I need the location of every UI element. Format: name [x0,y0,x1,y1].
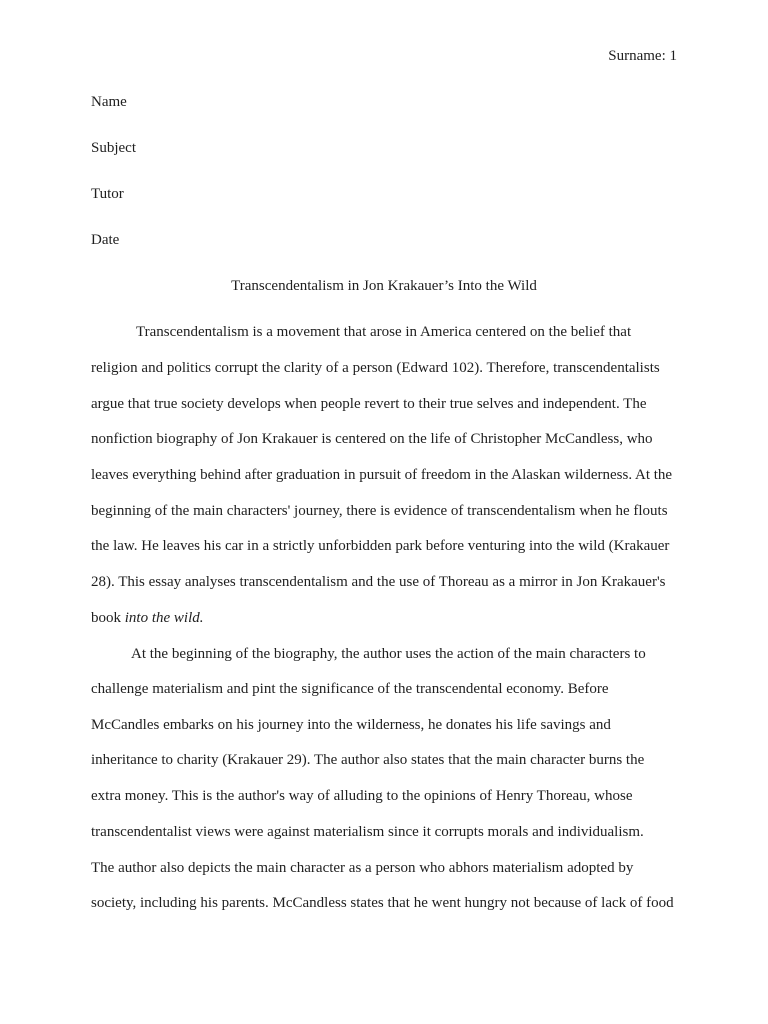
paragraph-1-line-7: the law. He leaves his car in a strictly unforbidden park before venturing into the wild (Krakauer [91,538,670,554]
paragraph-1-line-9 [91,608,204,628]
paragraph-2-line-5: extra money. This is the author's way of alluding to the opinions of Henry Thoreau, whose [91,788,633,804]
meta-date: Date [91,232,120,248]
paragraph-1-line-8: 28). This essay analyses transcendentalism and the use of Thoreau as a mirror in Jon Krakauer's [91,574,666,590]
paragraph-1-line-5: leaves everything behind after graduation in pursuit of freedom in the Alaskan wilderness. At the [91,467,673,483]
paragraph-2-line-6: transcendentalist views were against materialism since it corrupts morals and individualism. [91,824,644,840]
paragraph-1-line-3: argue that true society develops when people revert to their true selves and independent. The [91,396,647,412]
meta-tutor: Tutor [91,186,124,202]
paragraph-2-line-8: society, including his parents. McCandless states that he went hungry not because of lack of food [91,895,674,911]
paragraph-1-line-6: beginning of the main characters' journey, there is evidence of transcendentalism when he flouts [91,503,668,519]
paragraph-1-line-4: nonfiction biography of Jon Krakauer is centered on the life of Christopher McCandless, who [91,431,653,447]
paragraph-2-line-2: challenge materialism and pint the significance of the transcendental economy. Before [91,681,609,697]
paragraph-2-line-3: McCandles embarks on his journey into the wilderness, he donates his life savings and [91,717,611,733]
paragraph-1-line-9-text: book [91,610,125,626]
running-head: Surname: 1 [608,48,677,64]
paragraph-2-line-1: At the beginning of the biography, the author uses the action of the main characters to [131,646,646,662]
essay-title: Transcendentalism in Jon Krakauer’s Into the Wild [231,278,537,294]
meta-name: Name [91,94,127,110]
paragraph-1-line-1: Transcendentalism is a movement that arose in America centered on the belief that [136,324,632,340]
paragraph-2-line-4: inheritance to charity (Krakauer 29). The author also states that the main character burns the [91,752,645,768]
book-title-italic: into the wild. [124,610,204,626]
paragraph-1-line-2: religion and politics corrupt the clarity of a person (Edward 102). Therefore, transcendentalists [91,360,660,376]
meta-subject: Subject [91,140,136,156]
paragraph-2-line-7: The author also depicts the main character as a person who abhors materialism adopted by [91,860,634,876]
